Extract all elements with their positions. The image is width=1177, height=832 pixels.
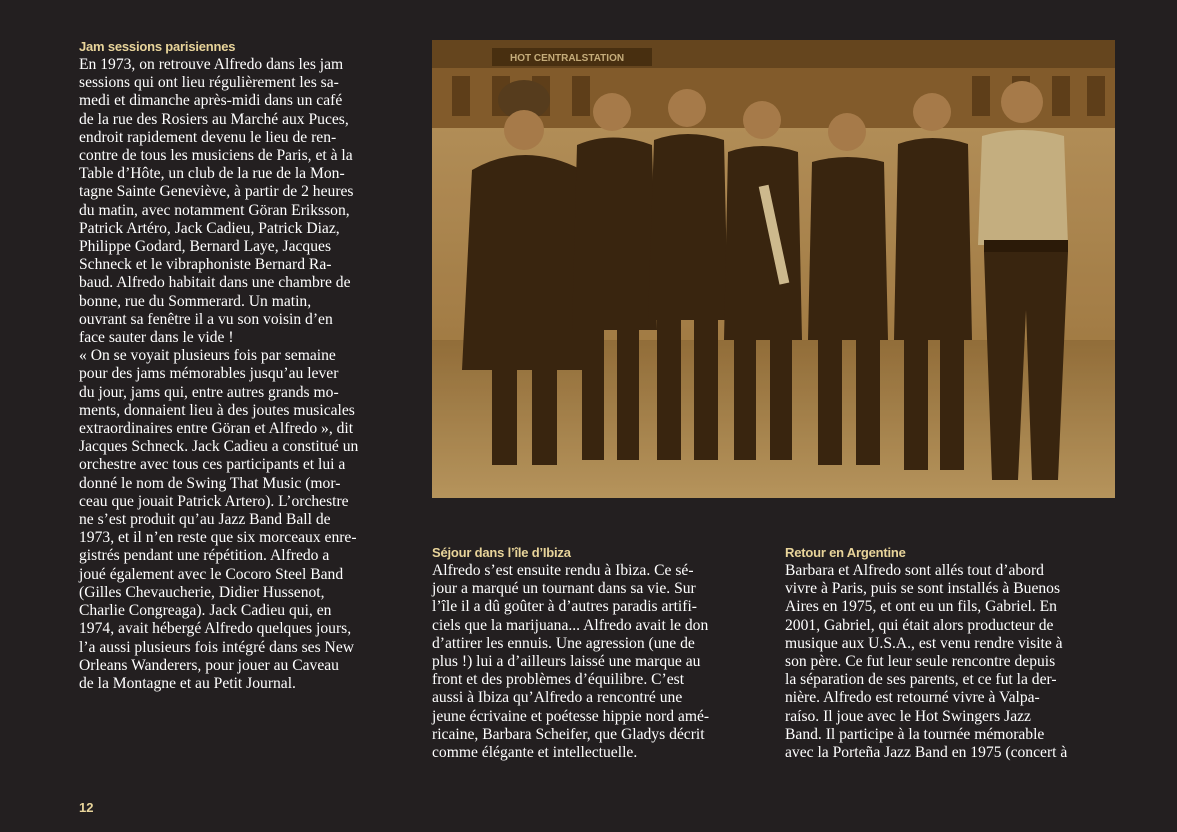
text-line: sessions qui ont lieu régulièrement les sa- (79, 74, 339, 92)
text-line: face sauter dans le vide ! (79, 329, 234, 347)
text-line: la séparation de ses parents, et ce fut la der- (785, 671, 1057, 689)
text-line: de la Montagne et au Petit Journal. (79, 674, 296, 692)
photo-sign: HOT CENTRALSTATION (510, 53, 625, 64)
text-line: Aires en 1975, et ont eu un fils, Gabriel. En (785, 598, 1057, 616)
section-jam-sessions (79, 39, 409, 693)
text-line: gistrés pendant une répétition. Alfredo a (79, 547, 330, 565)
text-line: joué également avec le Cocoro Steel Band (79, 565, 344, 583)
section-heading: Séjour dans l’île d’Ibiza (432, 545, 571, 560)
text-line: front et des problèmes d’équilibre. C’est (432, 671, 685, 689)
text-line: plus !) lui a d’ailleurs laissé une marque au (432, 653, 701, 671)
text-line: d’attirer les ennuis. Une agression (une de (432, 634, 695, 652)
text-line: l’île il a dû goûter à d’autres paradis artifi- (432, 598, 697, 616)
text-line: baud. Alfredo habitait dans une chambre de (79, 274, 351, 292)
text-line: aussi à Ibiza qu’Alfredo a rencontré une (432, 689, 683, 707)
text-line: jour a marqué un tournant dans sa vie. Sur (432, 580, 696, 598)
section-ibiza (432, 545, 772, 762)
text-line: Patrick Artéro, Jack Cadieu, Patrick Diaz, (79, 219, 340, 237)
text-line: l’a aussi plusieurs fois intégré dans ses New (79, 638, 354, 656)
text-line: jeune écrivaine et poétesse hippie nord amé- (432, 707, 710, 725)
section-heading: Retour en Argentine (785, 545, 906, 560)
text-line: extraordinaires entre Göran et Alfredo », dit (79, 420, 354, 438)
text-line: (Gilles Chevaucherie, Didier Hussenot, (79, 583, 325, 601)
text-line: ouvrant sa fenêtre il a vu son voisin d’en (79, 310, 333, 328)
band-photo (432, 40, 1115, 498)
text-line: Philippe Godard, Bernard Laye, Jacques (79, 238, 332, 256)
text-line: du jour, jams qui, entre autres grands mo- (79, 383, 339, 401)
text-line: donné le nom de Swing That Music (mor- (79, 474, 341, 492)
text-line: comme élégante et intellectuelle. (432, 744, 638, 762)
text-line: Table d’Hôte, un club de la rue de la Mon- (79, 165, 345, 183)
section-body (79, 56, 409, 693)
text-line: « On se voyait plusieurs fois par semaine (79, 347, 336, 365)
text-line: Alfredo s’est ensuite rendu à Ibiza. Ce sé- (432, 562, 694, 579)
text-line: son père. Ce fut leur seule rencontre depuis (785, 653, 1056, 671)
text-line: bonne, rue du Sommerard. Un matin, (79, 292, 312, 310)
text-line: Jacques Schneck. Jack Cadieu a constitué un (79, 438, 359, 456)
text-line: ciels que la marijuana... Alfredo avait le don (432, 616, 709, 634)
text-line: ceau que jouait Patrick Artero). L’orchestre (79, 492, 349, 510)
text-line: vivre à Paris, puis se sont installés à Buenos (785, 580, 1061, 598)
text-line: ments, donnaient lieu à des joutes musicales (79, 401, 355, 419)
text-line: nière. Alfredo est retourné vivre à Valpa- (785, 689, 1040, 707)
text-line: 1973, et il n’en reste que six morceaux enre- (79, 529, 357, 547)
text-line: ricaine, Barbara Scheifer, que Gladys décrit (432, 725, 705, 743)
text-line: musique aux U.S.A., est venu rendre visite à (785, 634, 1063, 652)
text-line: du matin, avec notamment Göran Eriksson, (79, 201, 350, 219)
section-argentine (785, 545, 1115, 762)
text-line: 1974, avait hébergé Alfredo quelques jours, (79, 620, 352, 638)
text-line: orchestre avec tous ces participants et lui a (79, 456, 346, 474)
text-line: Schneck et le vibraphoniste Bernard Ra- (79, 256, 332, 274)
text-line: medi et dimanche après-midi dans un café (79, 92, 343, 110)
text-line: 2001, Gabriel, qui était alors producteur de (785, 616, 1054, 634)
text-line: En 1973, on retrouve Alfredo dans les jam (79, 56, 344, 73)
text-line: tagne Sainte Geneviève, à partir de 2 heures (79, 183, 354, 201)
text-line: Charlie Congreaga). Jack Cadieu qui, en (79, 602, 332, 620)
text-line: Barbara et Alfredo sont allés tout d’abord (785, 562, 1044, 579)
text-line: Orleans Wanderers, pour jouer au Caveau (79, 656, 339, 674)
text-line: ne s’est produit qu’au Jazz Band Ball de (79, 511, 331, 529)
text-line: Band. Il participe à la tournée mémorable (785, 725, 1045, 743)
text-line: pour des jams mémorables jusqu’au lever (79, 365, 339, 383)
text-line: raíso. Il joue avec le Hot Swingers Jazz (785, 707, 1031, 725)
section-body (785, 562, 1115, 762)
page-number: 12 (79, 800, 94, 815)
section-body (432, 562, 772, 762)
text-line: endroit rapidement devenu le lieu de ren- (79, 128, 337, 146)
section-heading: Jam sessions parisiennes (79, 39, 236, 54)
text-line: de la rue des Rosiers au Marché aux Puces, (79, 110, 349, 128)
text-line: contre de tous les musiciens de Paris, et à la (79, 147, 353, 165)
text-line: avec la Porteña Jazz Band en 1975 (concert à (785, 744, 1068, 762)
